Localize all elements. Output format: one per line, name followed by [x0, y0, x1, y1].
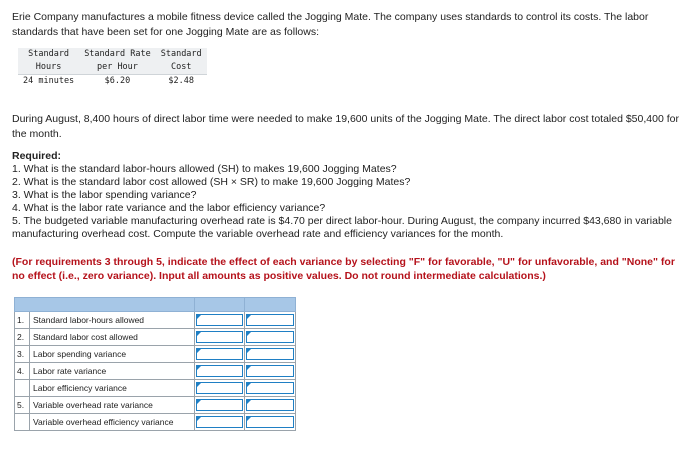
field-marker-icon [197, 400, 201, 404]
required-item: 4. What is the labor rate variance and the labor efficiency variance? [12, 202, 326, 214]
amount-input[interactable] [246, 314, 294, 326]
intro-paragraph: Erie Company manufactures a mobile fitness device called the Jogging Mate. The company uses standards to control its costs. The labor standards that have been set for one Jogging Mate are as follows: [12, 11, 649, 38]
header-standard-cost-line2: Cost [156, 61, 207, 75]
required-section [12, 150, 688, 241]
effect-dropdown[interactable] [196, 416, 243, 428]
answer-row-number: 2. [15, 329, 30, 346]
effect-cell [195, 346, 245, 363]
effect-cell [195, 363, 245, 380]
amount-cell [245, 380, 296, 397]
standard-rate-value: $6.20 [79, 75, 156, 89]
required-item: 5. The budgeted variable manufacturing overhead rate is $4.70 per direct labor-hour. During August, the company incurred $43,680 in variable manufacturing overhead cost. Compute the variable overhead rate and efficiency variances for the month. [12, 215, 672, 240]
amount-input[interactable] [246, 399, 294, 411]
field-marker-icon [247, 383, 251, 387]
august-paragraph: During August, 8,400 hours of direct labor time were needed to make 19,600 units of the Jogging Mate. The direct labor cost totaled $50,400 for the month. [12, 113, 679, 140]
amount-input[interactable] [246, 365, 294, 377]
effect-cell [195, 329, 245, 346]
standard-hours-value: 24 minutes [18, 75, 79, 89]
effect-cell [195, 414, 245, 431]
required-item: 1. What is the standard labor-hours allowed (SH) to makes 19,600 Jogging Mates? [12, 163, 397, 175]
answer-row [15, 363, 296, 380]
answer-row-label: Labor efficiency variance [30, 380, 195, 397]
field-marker-icon [197, 315, 201, 319]
answer-row-number [15, 414, 30, 431]
answer-row-number: 5. [15, 397, 30, 414]
field-marker-icon [197, 417, 201, 421]
header-standard-rate-line2: per Hour [79, 61, 156, 75]
answer-row-label: Standard labor-hours allowed [30, 312, 195, 329]
effect-dropdown[interactable] [196, 382, 243, 394]
required-item: 3. What is the labor spending variance? [12, 189, 197, 201]
effect-cell [195, 312, 245, 329]
header-standard-hours-line1: Standard [28, 49, 70, 59]
field-marker-icon [197, 383, 201, 387]
field-marker-icon [247, 332, 251, 336]
effect-dropdown[interactable] [196, 365, 243, 377]
answer-row [15, 346, 296, 363]
answer-row-number: 4. [15, 363, 30, 380]
required-list [12, 163, 688, 241]
effect-dropdown[interactable] [196, 399, 243, 411]
amount-input[interactable] [246, 382, 294, 394]
header-standard-hours-line2: Hours [18, 61, 79, 75]
answer-row-number [15, 380, 30, 397]
header-standard-rate-line1: Standard Rate [84, 49, 151, 59]
amount-input[interactable] [246, 416, 294, 428]
required-item: 2. What is the standard labor cost allowed (SH × SR) to make 19,600 Jogging Mates? [12, 176, 411, 188]
answer-row-label: Variable overhead rate variance [30, 397, 195, 414]
amount-cell [245, 363, 296, 380]
answer-row [15, 397, 296, 414]
labor-standards-table [18, 48, 207, 88]
standard-cost-value: $2.48 [156, 75, 207, 89]
answer-row [15, 312, 296, 329]
field-marker-icon [247, 315, 251, 319]
amount-input[interactable] [246, 348, 294, 360]
amount-input[interactable] [246, 331, 294, 343]
field-marker-icon [197, 366, 201, 370]
answer-row-label: Labor spending variance [30, 346, 195, 363]
field-marker-icon [247, 417, 251, 421]
required-title: Required: [12, 150, 62, 162]
header-standard-cost-line1: Standard [160, 49, 202, 59]
field-marker-icon [247, 400, 251, 404]
field-marker-icon [247, 366, 251, 370]
effect-dropdown[interactable] [196, 348, 243, 360]
amount-cell [245, 414, 296, 431]
instruction-text: (For requirements 3 through 5, indicate the effect of each variance by selecting "F" for favorable, "U" for unfavorable, and "None" for no effect (i.e., zero variance). Input all amounts as positive values. Do not round intermediate calculations.) [12, 256, 675, 282]
header-cell [245, 298, 296, 312]
answer-table [14, 297, 296, 431]
amount-cell [245, 397, 296, 414]
answer-row [15, 380, 296, 397]
answer-row [15, 329, 296, 346]
answer-row-label: Labor rate variance [30, 363, 195, 380]
effect-cell [195, 397, 245, 414]
field-marker-icon [247, 349, 251, 353]
amount-cell [245, 346, 296, 363]
header-cell [195, 298, 245, 312]
field-marker-icon [197, 332, 201, 336]
answer-row-number: 3. [15, 346, 30, 363]
header-cell [15, 298, 195, 312]
effect-dropdown[interactable] [196, 331, 243, 343]
amount-cell [245, 312, 296, 329]
effect-dropdown[interactable] [196, 314, 243, 326]
answer-row-label: Variable overhead efficiency variance [30, 414, 195, 431]
amount-cell [245, 329, 296, 346]
answer-row-number: 1. [15, 312, 30, 329]
answer-table-header [15, 298, 296, 312]
answer-row-label: Standard labor cost allowed [30, 329, 195, 346]
answer-row [15, 414, 296, 431]
effect-cell [195, 380, 245, 397]
field-marker-icon [197, 349, 201, 353]
